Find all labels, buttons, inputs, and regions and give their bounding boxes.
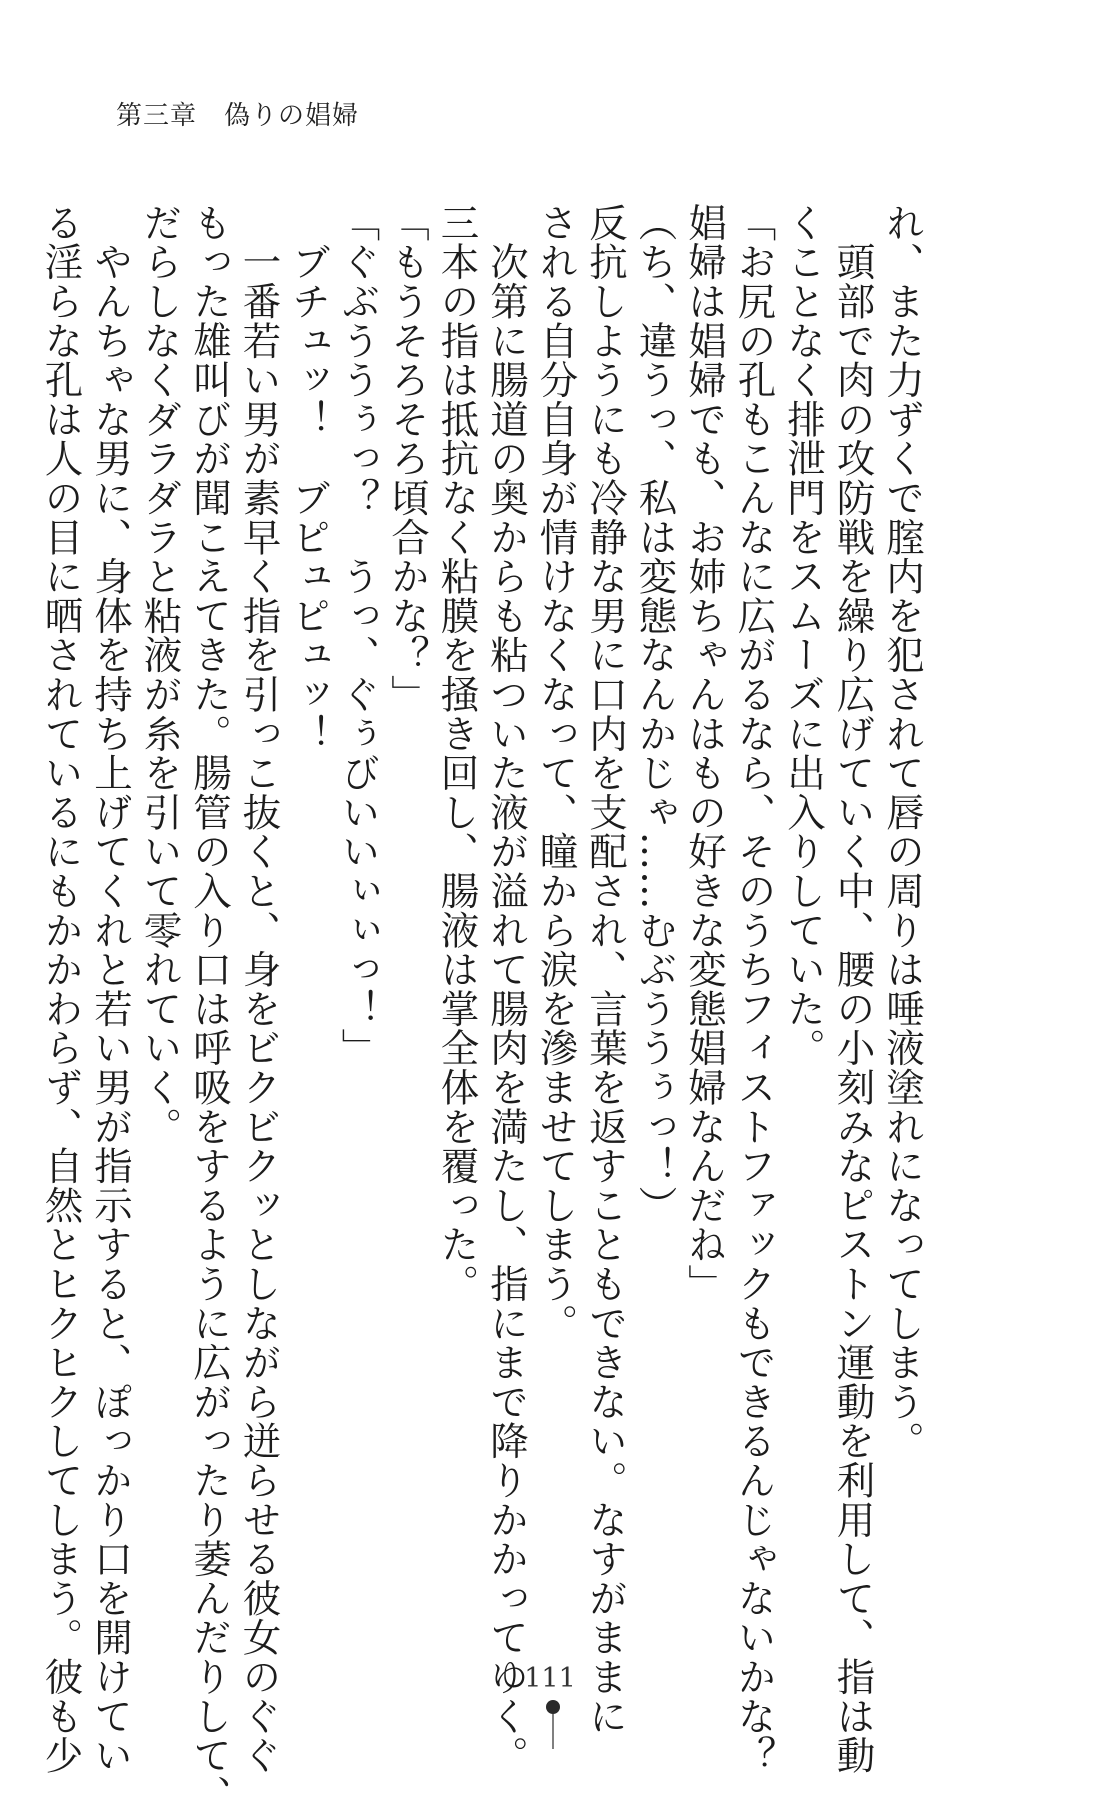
text-line: 頭部で肉の攻防戦を繰り広げていく中、腰の小刻みなピストン運動を利用して、指は動	[830, 203, 876, 1775]
text-line: 次第に腸道の奥からも粘ついた液が溢れて腸肉を満たし、指にまで降りかかってゆく。	[484, 203, 529, 1775]
text-line: 「ぐぶううぅっ？ うっ、ぐぅびいいぃぃっ！」	[335, 203, 381, 1068]
text-line: される自分自身が情けなくなって、瞳から涙を滲ませてしまう。	[533, 203, 579, 1343]
text-line: 娼婦は娼婦でも、お姉ちゃんはもの好きな変態娼婦なんだね」	[682, 203, 727, 1304]
text-line: る淫らな孔は人の目に晒されているにもかかわらず、自然とヒクヒクしてしまう。彼も少	[38, 203, 84, 1775]
text-line: 三本の指は抵抗なく粘膜を掻き回し、腸液は掌全体を覆った。	[434, 203, 480, 1304]
chapter-title: 第三章 偽りの娼婦	[116, 101, 360, 131]
text-line: もった雄叫びが聞こえてきた。腸管の入り口は呼吸をするように広がったり萎んだりして、	[187, 203, 232, 1814]
text-line: 反抗しようにも冷静な男に口内を支配され、言葉を返すこともできない。なすがままに	[583, 203, 628, 1736]
page-number: 111	[524, 1663, 576, 1694]
text-line: 「お尻の孔もこんなに広がるなら、そのうちフィストファックもできるんじゃないかな？	[731, 203, 777, 1775]
text-line: くことなく排泄門をスムーズに出入りしていた。	[781, 203, 826, 1068]
text-line: ブチュッ！ ブピュピュッ！	[286, 203, 331, 754]
text-line: 「もうそろそろ頃合かな？」	[385, 203, 430, 714]
text-line: だらしなくダラダラと粘液が糸を引いて零れていく。	[137, 203, 183, 1147]
text-line: （ち、違うっ、私は変態なんかじゃ……むぶううぅっ！）	[632, 203, 678, 1225]
text-line: 一番若い男が素早く指を引っこ抜くと、身をビクビクッとしながら迸らせる彼女のぐぐ	[236, 203, 282, 1775]
text-line: れ、また力ずくで腟内を犯されて唇の周りは唾液塗れになってしまう。	[880, 203, 925, 1461]
text-line: やんちゃな男に、身体を持ち上げてくれと若い男が指示すると、ぽっかり口を開けてい	[88, 203, 133, 1775]
page-marker-icon	[543, 1699, 563, 1749]
